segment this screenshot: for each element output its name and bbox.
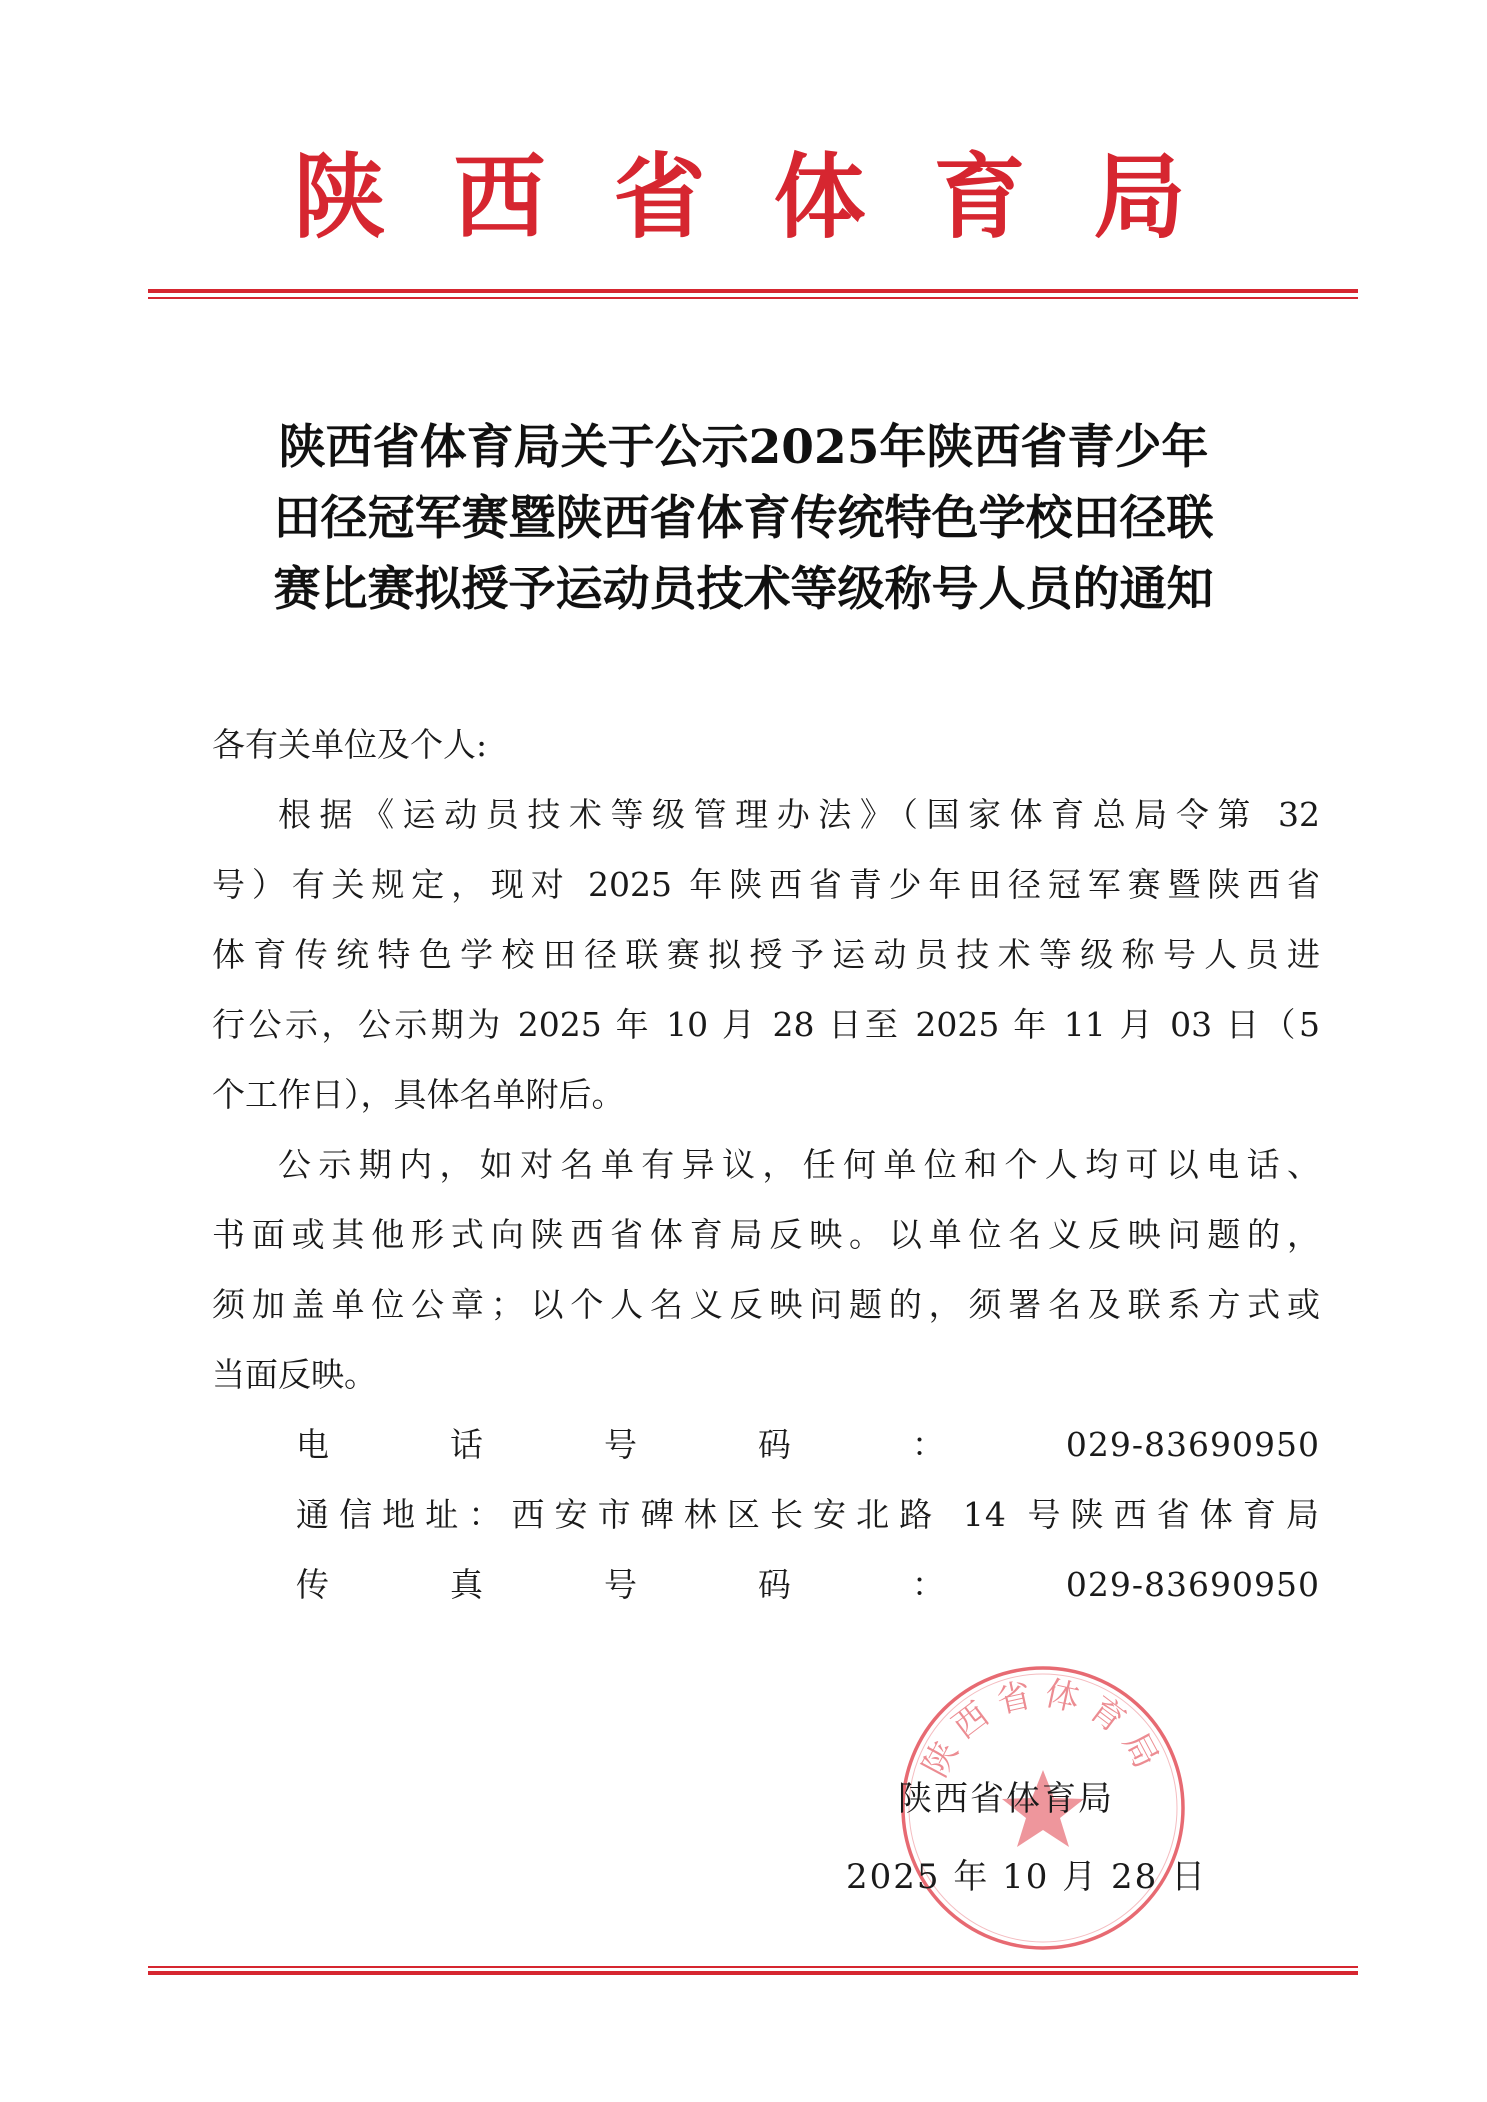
- paragraph-line: 号）有关规定，现对 2025 年陕西省青少年田径冠军赛暨陕西省: [212, 865, 1320, 904]
- paragraph-line: 体育传统特色学校田径联赛拟授予运动员技术等级称号人员进: [212, 935, 1320, 974]
- paragraph-objection: [212, 1130, 1320, 1410]
- contact-address: 通信地址：西安市碑林区长安北路 14 号陕西省体育局: [296, 1495, 1320, 1534]
- footer-divider: [148, 1966, 1358, 1978]
- seal-text: 陕西省体育局: [915, 1673, 1171, 1784]
- document-title: [150, 412, 1337, 625]
- letterhead-divider: [148, 289, 1358, 301]
- contact-phone: 电话号码：029-83690950: [296, 1425, 1320, 1464]
- footer-thin-line: [148, 1966, 1358, 1968]
- divider-thick-line: [148, 289, 1358, 293]
- divider-thin-line: [148, 297, 1358, 299]
- title-line-1: 陕西省体育局关于公示2025年陕西省青少年: [278, 420, 1209, 475]
- salutation: 各有关单位及个人:: [212, 725, 488, 764]
- signature-block: [846, 1760, 1207, 1916]
- paragraph-line: 根据《运动员技术等级管理办法》（国家体育总局令第 32: [278, 795, 1320, 834]
- footer-thick-line: [148, 1971, 1358, 1975]
- title-line-3: 赛比赛拟授予运动员技术等级称号人员的通知: [273, 562, 1214, 617]
- paragraph-line: 须加盖单位公章；以个人名义反映问题的，须署名及联系方式或: [212, 1285, 1320, 1324]
- signature-date: 2025 年 10 月 28 日: [846, 1857, 1208, 1897]
- paragraph-line: 个工作日），具体名单附后。: [212, 1075, 625, 1114]
- paragraph-line: 当面反映。: [212, 1355, 377, 1394]
- contact-fax: 传真号码：029-83690950: [296, 1565, 1320, 1604]
- paragraph-announcement: [212, 780, 1320, 1130]
- document-body: [212, 710, 1320, 1620]
- letterhead-org-name: 陕西省体育局: [293, 144, 1254, 251]
- signature-org: 陕西省体育局: [898, 1779, 1114, 1819]
- paragraph-line: 书面或其他形式向陕西省体育局反映。以单位名义反映问题的，: [212, 1215, 1320, 1254]
- title-line-2: 田径冠军赛暨陕西省体育传统特色学校田径联: [273, 491, 1214, 546]
- paragraph-line: 行公示，公示期为 2025 年 10 月 28 日至 2025 年 11 月 03 日（5: [212, 1005, 1320, 1044]
- paragraph-line: 公示期内，如对名单有异议，任何单位和个人均可以电话、: [278, 1145, 1320, 1184]
